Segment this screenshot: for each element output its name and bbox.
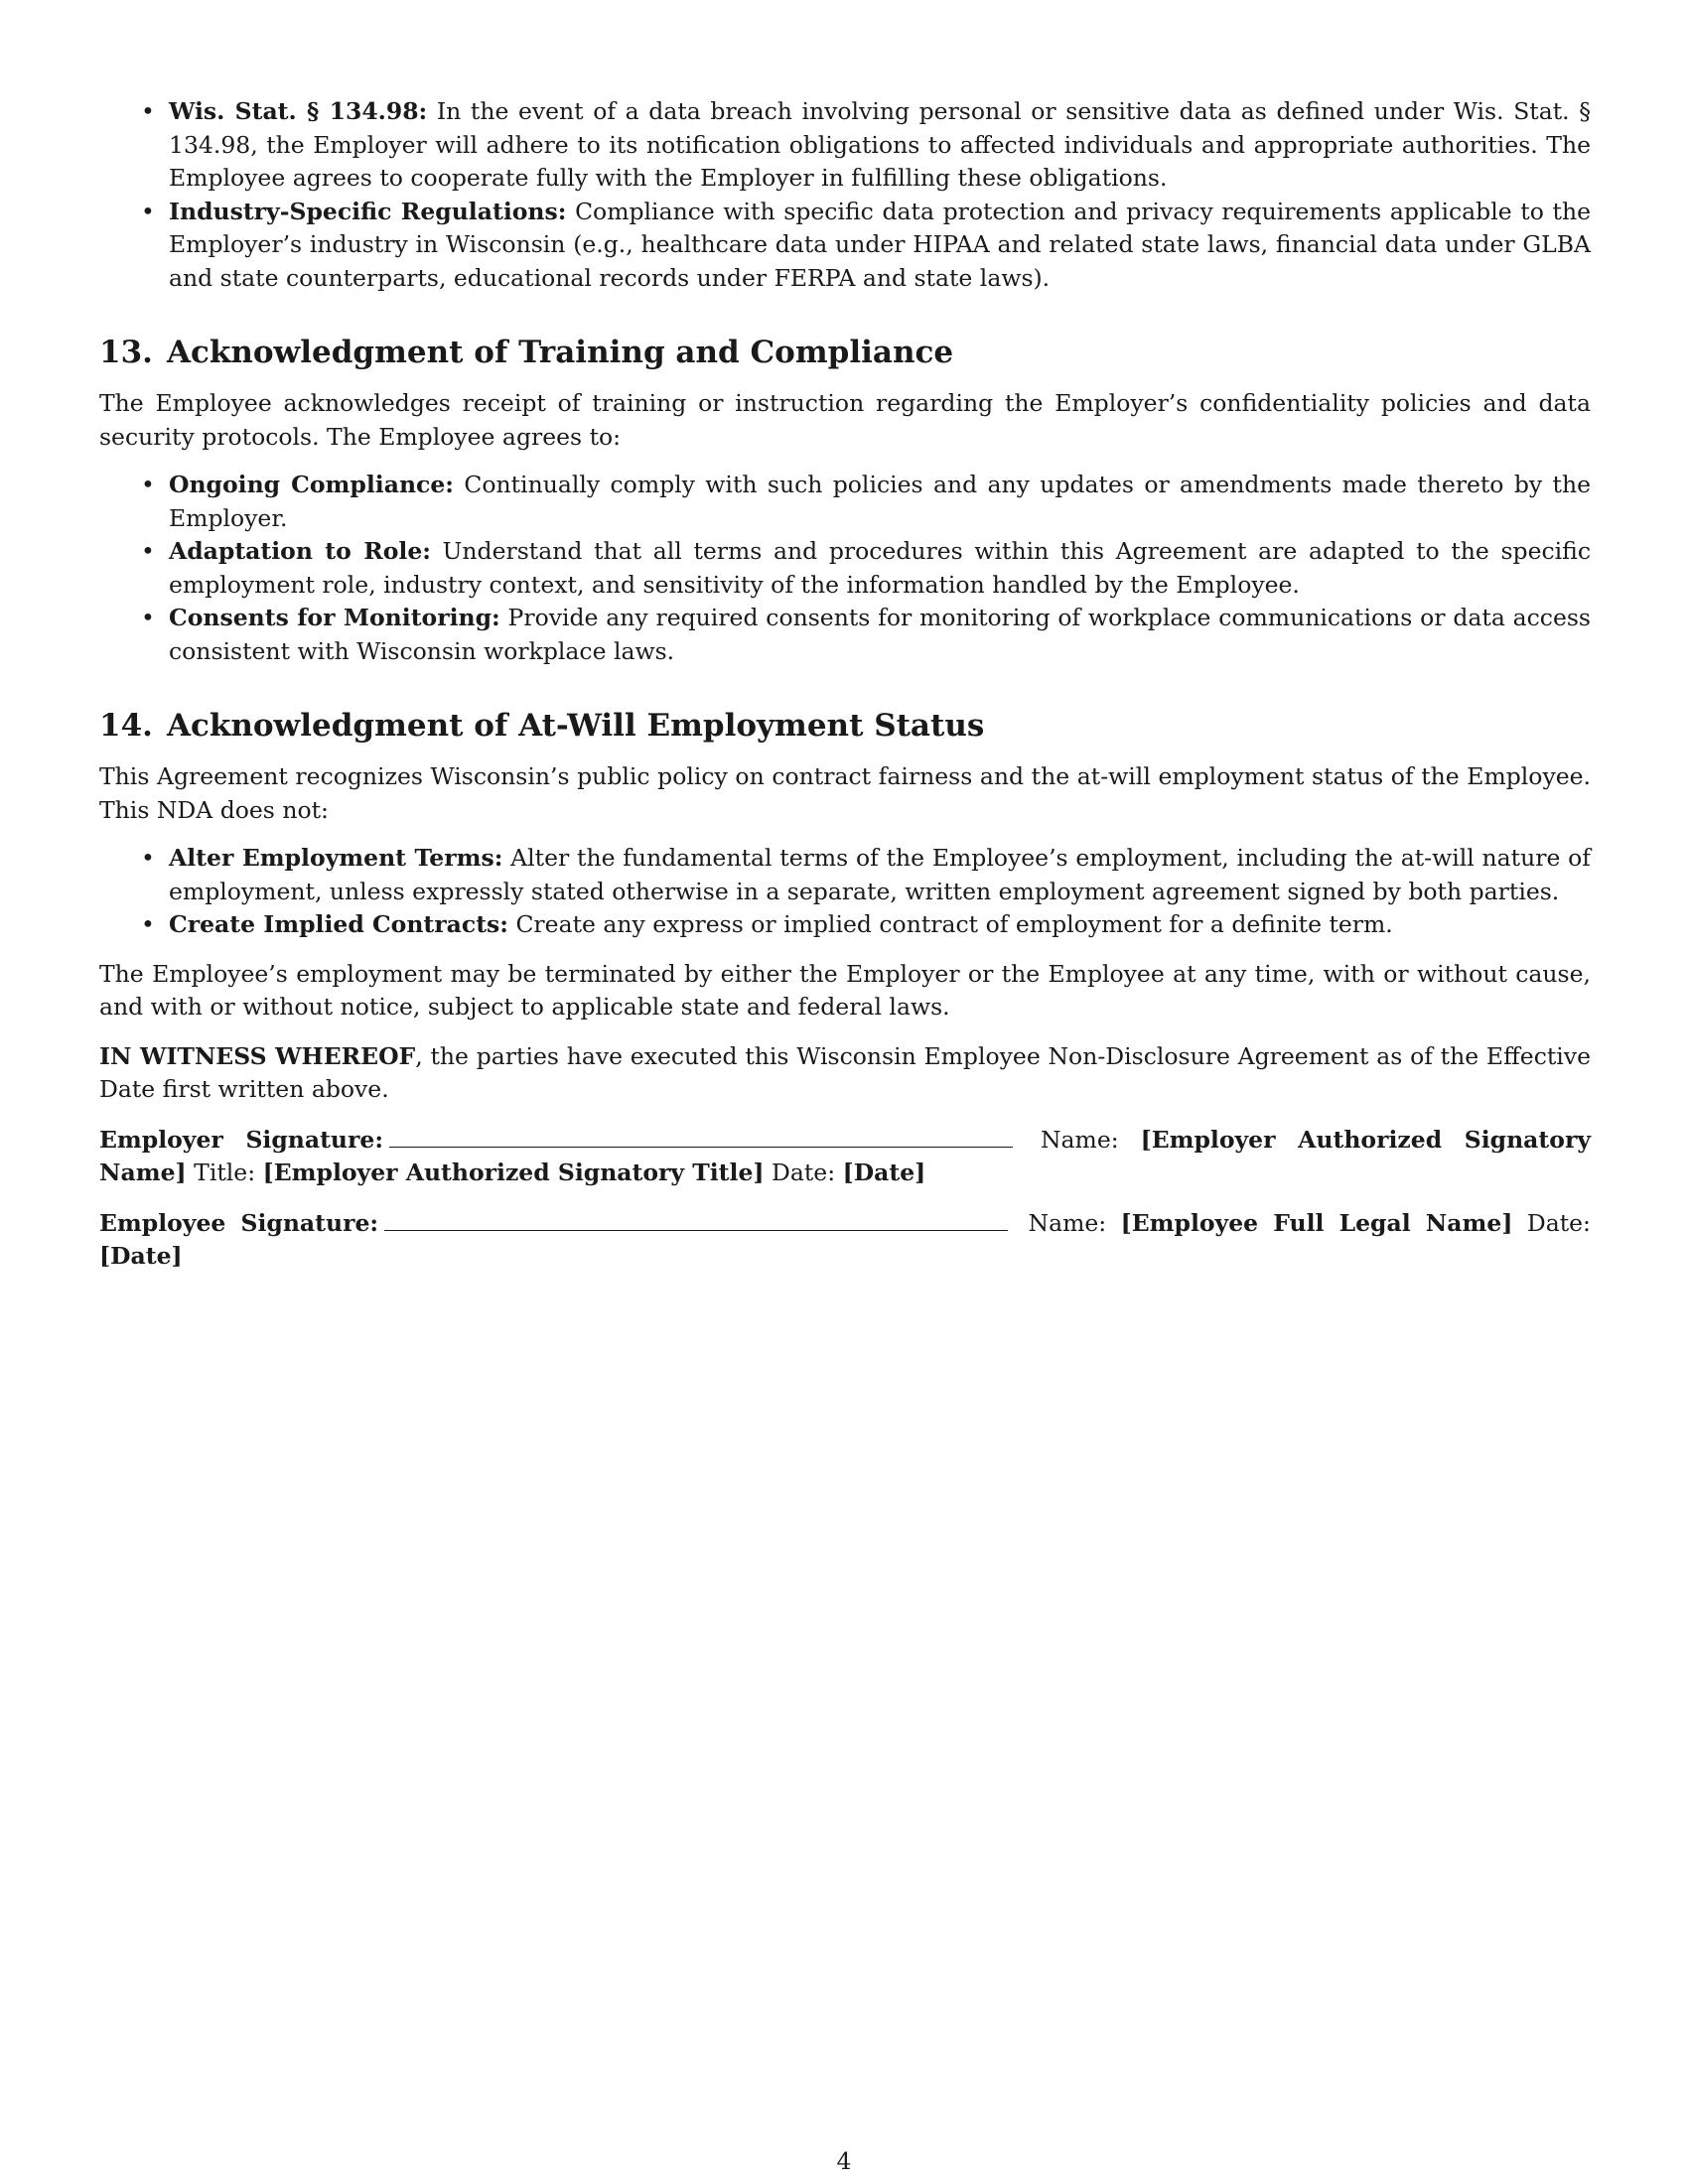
employee-date-placeholder: Date — [110, 1242, 172, 1270]
list-item — [141, 196, 1591, 296]
data-protection-list — [99, 95, 1591, 295]
list-item — [141, 95, 1592, 196]
section-number: 14. — [99, 708, 153, 744]
list-item — [141, 908, 1591, 942]
bullet-icon: • — [141, 844, 155, 872]
list-item-text: Continually comply with such policies and any updates or amendments made thereto by the Employer. — [169, 471, 1591, 532]
witness-lead: IN WITNESS WHEREOF — [99, 1041, 416, 1070]
list-item-term: Industry-Specific Regulations: — [169, 197, 567, 225]
list-item — [141, 842, 1591, 908]
section-title: Acknowledgment of At-Will Employment Status — [166, 708, 985, 744]
list-item-term: Ongoing Compliance: — [169, 471, 454, 498]
employee-name-label: Name: — [1028, 1208, 1107, 1237]
witness-text: , the parties have executed this Wisconsin Employee Non-Disclosure Agreement as of the Effective Date first written above. — [99, 1041, 1591, 1103]
employer-date-label: Date: — [772, 1159, 836, 1186]
list-item-term: Consents for Monitoring: — [169, 604, 500, 631]
bullet-icon: • — [141, 197, 155, 225]
document-page — [99, 95, 1591, 1274]
bullet-icon: • — [141, 471, 155, 498]
list-item — [141, 469, 1591, 535]
section-13-list — [99, 469, 1591, 668]
employee-signature-line[interactable] — [384, 1206, 1008, 1231]
list-item-term: Adaptation to Role: — [169, 537, 431, 565]
employer-signature-label: Employer Signature: — [99, 1125, 384, 1154]
employer-name-placeholder: Employer Authorized Signatory Name — [99, 1125, 1591, 1186]
section-title: Acknowledgment of Training and Compliance — [166, 335, 954, 370]
list-item — [141, 535, 1591, 602]
employer-signature-block: Employer Signature: Name: [Employer Authorized Signatory Name] Title: [Employer Authorized Signatory Title] Date: [Date] — [99, 1123, 1591, 1190]
bullet-icon: • — [141, 910, 155, 938]
list-item — [141, 602, 1591, 668]
page-number: 4 — [836, 2147, 852, 2175]
employer-title-placeholder: Employer Authorized Signatory Title — [273, 1159, 754, 1186]
section-13-intro: The Employee acknowledges receipt of training or instruction regarding the Employer’s confidentiality policies and data security protocols. The Employee agrees to: — [99, 389, 1591, 451]
witness-clause — [99, 1040, 1591, 1107]
list-item-term: Wis. Stat. § 134.98: — [169, 97, 428, 125]
list-item-text: In the event of a data breach involving personal or sensitive data as defined under Wis. Stat. § 134.98, the Employer will adhere to its notification obligations to affected individuals and appropriate authorities. The Employee agrees to cooperate fully with the Employer in fulfilling these obligations. — [169, 97, 1592, 192]
list-item-term: Create Implied Contracts: — [169, 910, 508, 938]
section-13-heading — [99, 333, 1591, 372]
bullet-icon: • — [141, 604, 155, 631]
list-item-text: Provide any required consents for monitoring of workplace communications or data access consistent with Wisconsin workplace laws. — [169, 604, 1591, 665]
employer-title-label: Title: — [194, 1159, 256, 1186]
section-14-closing: The Employee’s employment may be terminated by either the Employer or the Employee at any time, with or without cause, and with or without notice, subject to applicable state and federal laws. — [99, 959, 1591, 1021]
employer-date-placeholder: Date — [853, 1159, 915, 1186]
employee-name-placeholder: Employee Full Legal Name — [1131, 1208, 1502, 1237]
list-item-text: Compliance with specific data protection and privacy requirements applicable to the Employer’s industry in Wisconsin (e.g., healthcare data under HIPAA and related state laws, financial data under GLBA and state counterparts, educational records under FERPA and state laws). — [169, 197, 1591, 292]
section-14-list — [99, 842, 1591, 942]
list-item-text: Create any express or implied contract of employment for a definite term. — [515, 910, 1393, 938]
section-14-intro: This Agreement recognizes Wisconsin’s public policy on contract fairness and the at-will employment status of the Employee. This NDA does not: — [99, 762, 1591, 824]
bullet-icon: • — [141, 97, 155, 125]
list-item-term: Alter Employment Terms: — [169, 844, 503, 872]
list-item-text: Alter the fundamental terms of the Employee’s employment, including the at-will nature of employment, unless expressly stated otherwise in a separate, written employment agreement signed by both parties. — [169, 844, 1591, 905]
section-number: 13. — [99, 335, 153, 370]
employee-signature-label: Employee Signature: — [99, 1208, 379, 1237]
bullet-icon: • — [141, 537, 155, 565]
employee-date-label: Date: — [1526, 1208, 1591, 1237]
employer-signature-line[interactable] — [389, 1123, 1013, 1148]
section-14-heading — [99, 706, 1591, 746]
employer-name-label: Name: — [1040, 1125, 1119, 1154]
list-item-text: Understand that all terms and procedures within this Agreement are adapted to the specific employment role, industry context, and sensitivity of the information handled by the Employee. — [169, 537, 1591, 599]
employee-signature-block: Employee Signature: Name: [Employee Full Legal Name] Date: [Date] — [99, 1206, 1591, 1274]
